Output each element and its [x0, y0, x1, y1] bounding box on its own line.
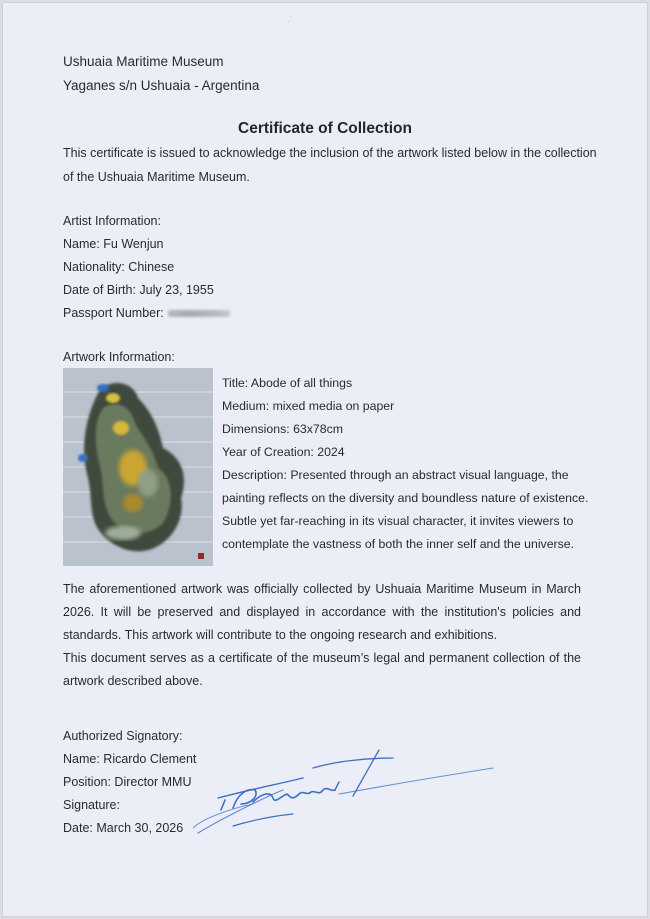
artist-passport	[63, 306, 230, 321]
certificate-title: Certificate of Collection	[238, 120, 412, 137]
statement-line: The aforementioned artwork was officially collected by Ushuaia Maritime Museum in March	[63, 582, 581, 596]
artwork-heading: Artwork Information:	[63, 350, 175, 364]
artist-seal-icon	[198, 553, 204, 559]
artist-heading: Artist Information:	[63, 214, 161, 228]
statement-line: 2026. It will be preserved and displayed in accordance with the institution's policies and	[63, 605, 581, 619]
signatory-position: Position: Director MMU	[63, 775, 192, 789]
signatory-heading: Authorized Signatory:	[63, 729, 183, 743]
artwork-medium: Medium: mixed media on paper	[222, 399, 395, 413]
artwork-description-line: contemplate the vastness of both the inner self and the universe.	[222, 537, 575, 551]
artist-nationality: Nationality: Chinese	[63, 260, 175, 274]
closing-line: artwork described above.	[63, 674, 203, 688]
handwritten-signature	[193, 738, 513, 843]
certificate-page	[2, 2, 648, 917]
artist-dob: Date of Birth: July 23, 1955	[63, 283, 214, 297]
paper-mark: ‚‘	[288, 15, 292, 24]
closing-line: This document serves as a certificate of the museum’s legal and permanent collection of the	[63, 651, 581, 665]
signature-label: Signature:	[63, 798, 120, 812]
artwork-description-line: Description: Presented through an abstract visual language, the	[222, 468, 569, 482]
artwork-title: Title: Abode of all things	[222, 376, 353, 390]
abstract-painting-graphic	[63, 368, 213, 566]
artwork-description-line: Subtle yet far-reaching in its visual character, it invites viewers to	[222, 514, 574, 528]
artwork-image	[63, 368, 213, 566]
artwork-description-line: painting reflects on the diversity and boundless nature of existence.	[222, 491, 589, 505]
signatory-date: Date: March 30, 2026	[63, 821, 184, 835]
artwork-dimensions: Dimensions: 63x78cm	[222, 422, 343, 436]
intro-line-1: This certificate is issued to acknowledge the inclusion of the artwork listed below in the collection	[63, 146, 597, 160]
institution-name: Ushuaia Maritime Museum	[63, 54, 224, 69]
passport-label: Passport Number:	[63, 306, 164, 320]
artwork-year: Year of Creation: 2024	[222, 445, 345, 459]
institution-address: Yaganes s/n Ushuaia - Argentina	[63, 78, 260, 93]
intro-line-2: of the Ushuaia Maritime Museum.	[63, 170, 250, 184]
redacted-passport-number	[168, 310, 230, 317]
signatory-name: Name: Ricardo Clement	[63, 752, 197, 766]
artist-name: Name: Fu Wenjun	[63, 237, 164, 251]
statement-line: standards. This artwork will contribute to the ongoing research and exhibitions.	[63, 628, 498, 642]
